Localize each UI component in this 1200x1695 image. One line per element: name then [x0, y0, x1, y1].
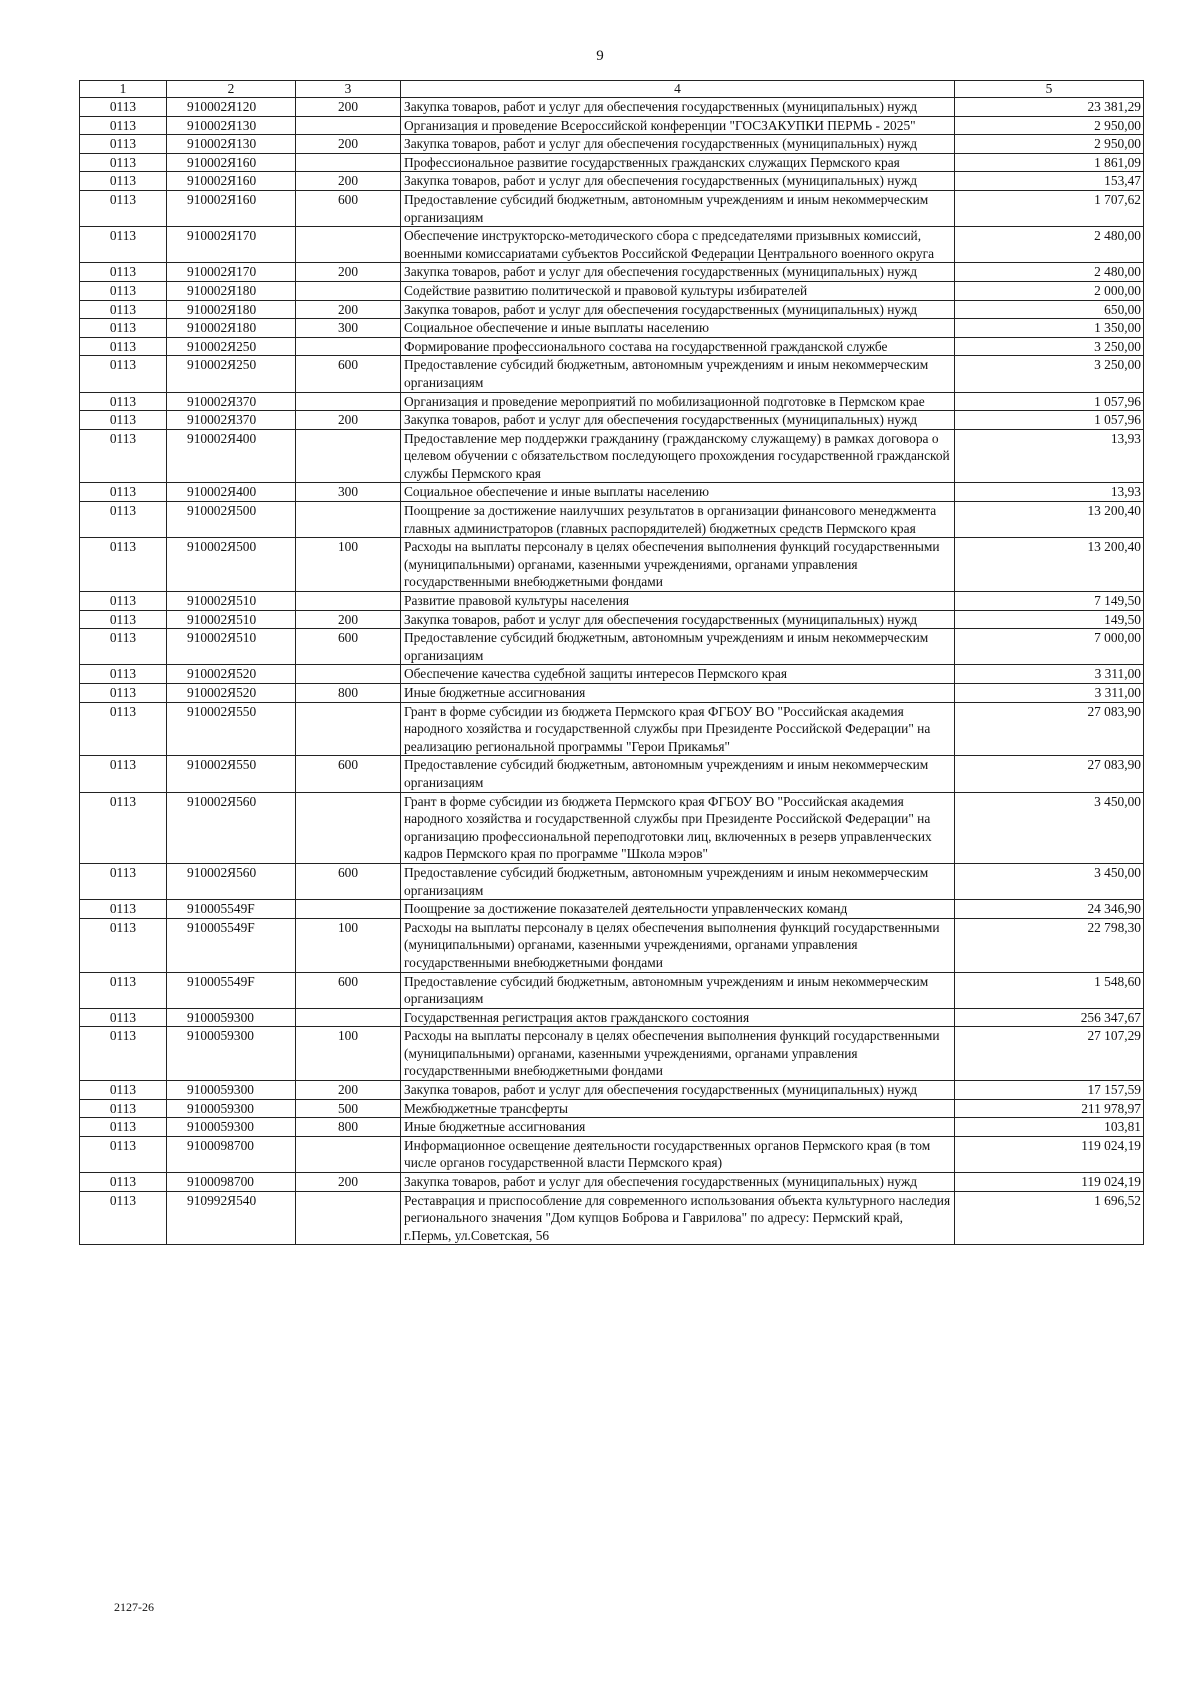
- expense-type-cell: [296, 665, 401, 684]
- csr-code-cell: 910002Я500: [167, 538, 296, 592]
- table-row: [80, 135, 1144, 154]
- amount-cell: 119 024,19: [955, 1136, 1144, 1172]
- section-cell: 0113: [80, 300, 167, 319]
- item-name-cell: Закупка товаров, работ и услуг для обеспечения государственных (муниципальных) нужд: [401, 98, 955, 117]
- csr-code-cell: 910002Я250: [167, 337, 296, 356]
- csr-code-cell: 910002Я500: [167, 502, 296, 538]
- csr-code-cell: 910002Я520: [167, 665, 296, 684]
- table-row: [80, 227, 1144, 263]
- expense-type-cell: 200: [296, 610, 401, 629]
- amount-cell: 211 978,97: [955, 1099, 1144, 1118]
- table-row: [80, 502, 1144, 538]
- amount-cell: 3 311,00: [955, 684, 1144, 703]
- budget-table: [79, 80, 1144, 1245]
- csr-code-cell: 9100059300: [167, 1027, 296, 1081]
- item-name-cell: Закупка товаров, работ и услуг для обеспечения государственных (муниципальных) нужд: [401, 1173, 955, 1192]
- table-row: [80, 411, 1144, 430]
- item-name-cell: Предоставление субсидий бюджетным, автономным учреждениям и иным некоммерческим организациям: [401, 972, 955, 1008]
- csr-code-cell: 910992Я540: [167, 1191, 296, 1245]
- amount-cell: 1 057,96: [955, 411, 1144, 430]
- section-cell: 0113: [80, 1008, 167, 1027]
- csr-code-cell: 9100059300: [167, 1008, 296, 1027]
- section-cell: 0113: [80, 592, 167, 611]
- expense-type-cell: [296, 281, 401, 300]
- section-cell: 0113: [80, 665, 167, 684]
- item-name-cell: Реставрация и приспособление для современного использования объекта культурного наследия регионального значения "Дом купцов Боброва и Гаврилова" по адресу: Пермский край, г.Пермь, ул.Советская, 56: [401, 1191, 955, 1245]
- expense-type-cell: 200: [296, 1081, 401, 1100]
- table-row: [80, 483, 1144, 502]
- expense-type-cell: 200: [296, 135, 401, 154]
- expense-type-cell: [296, 592, 401, 611]
- amount-cell: 1 861,09: [955, 153, 1144, 172]
- table-row: [80, 1081, 1144, 1100]
- item-name-cell: Расходы на выплаты персоналу в целях обеспечения выполнения функций государственными (муниципальными) органами, казенными учреждениями, органами управления государственными внебюджетными фондами: [401, 918, 955, 972]
- item-name-cell: Организация и проведение Всероссийской конференции "ГОСЗАКУПКИ ПЕРМЬ - 2025": [401, 116, 955, 135]
- amount-cell: 650,00: [955, 300, 1144, 319]
- amount-cell: 2 480,00: [955, 227, 1144, 263]
- amount-cell: 1 350,00: [955, 319, 1144, 338]
- table-row: [80, 918, 1144, 972]
- table-row: [80, 863, 1144, 899]
- expense-type-cell: 200: [296, 172, 401, 191]
- table-row: [80, 172, 1144, 191]
- expense-type-cell: 800: [296, 684, 401, 703]
- section-cell: 0113: [80, 918, 167, 972]
- expense-type-cell: 100: [296, 1027, 401, 1081]
- expense-type-cell: 600: [296, 629, 401, 665]
- section-cell: 0113: [80, 1081, 167, 1100]
- table-row: [80, 263, 1144, 282]
- amount-cell: 256 347,67: [955, 1008, 1144, 1027]
- table-row: [80, 281, 1144, 300]
- item-name-cell: Предоставление мер поддержки гражданину (гражданскому служащему) в рамках договора о целевом обучении с обязательством последующего прохождения государственной гражданской службы Пермского края: [401, 429, 955, 483]
- section-cell: 0113: [80, 900, 167, 919]
- amount-cell: 13 200,40: [955, 502, 1144, 538]
- header-col-5: 5: [955, 81, 1144, 98]
- section-cell: 0113: [80, 684, 167, 703]
- header-col-4: 4: [401, 81, 955, 98]
- page-number: 9: [596, 48, 604, 64]
- item-name-cell: Обеспечение качества судебной защиты интересов Пермского края: [401, 665, 955, 684]
- csr-code-cell: 910002Я130: [167, 135, 296, 154]
- csr-code-cell: 910002Я180: [167, 300, 296, 319]
- header-col-1: 1: [80, 81, 167, 98]
- item-name-cell: Грант в форме субсидии из бюджета Пермского края ФГБОУ ВО "Российская академия народного хозяйства и государственной службы при Президенте Российской Федерации" на организацию профессиональной переподготовки лиц, включенных в резерв управленческих кадров Пермского края по программе "Школа мэров": [401, 792, 955, 863]
- section-cell: 0113: [80, 319, 167, 338]
- csr-code-cell: 910002Я170: [167, 227, 296, 263]
- expense-type-cell: [296, 702, 401, 756]
- table-row: [80, 610, 1144, 629]
- amount-cell: 24 346,90: [955, 900, 1144, 919]
- csr-code-cell: 910002Я180: [167, 281, 296, 300]
- amount-cell: 3 450,00: [955, 863, 1144, 899]
- csr-code-cell: 910002Я400: [167, 429, 296, 483]
- item-name-cell: Поощрение за достижение показателей деятельности управленческих команд: [401, 900, 955, 919]
- csr-code-cell: 9100059300: [167, 1099, 296, 1118]
- section-cell: 0113: [80, 792, 167, 863]
- section-cell: 0113: [80, 281, 167, 300]
- table-row: [80, 153, 1144, 172]
- csr-code-cell: 910002Я520: [167, 684, 296, 703]
- amount-cell: 2 480,00: [955, 263, 1144, 282]
- item-name-cell: Государственная регистрация актов гражданского состояния: [401, 1008, 955, 1027]
- expense-type-cell: [296, 392, 401, 411]
- csr-code-cell: 910005549F: [167, 918, 296, 972]
- item-name-cell: Предоставление субсидий бюджетным, автономным учреждениям и иным некоммерческим организациям: [401, 190, 955, 226]
- csr-code-cell: 910002Я550: [167, 702, 296, 756]
- csr-code-cell: 9100098700: [167, 1136, 296, 1172]
- header-col-3: 3: [296, 81, 401, 98]
- section-cell: 0113: [80, 429, 167, 483]
- item-name-cell: Закупка товаров, работ и услуг для обеспечения государственных (муниципальных) нужд: [401, 411, 955, 430]
- expense-type-cell: 200: [296, 98, 401, 117]
- table-row: [80, 1027, 1144, 1081]
- section-cell: 0113: [80, 392, 167, 411]
- table-row: [80, 1191, 1144, 1245]
- table-row: [80, 1173, 1144, 1192]
- item-name-cell: Расходы на выплаты персоналу в целях обеспечения выполнения функций государственными (муниципальными) органами, казенными учреждениями, органами управления государственными внебюджетными фондами: [401, 1027, 955, 1081]
- expense-type-cell: [296, 153, 401, 172]
- amount-cell: 27 083,90: [955, 702, 1144, 756]
- table-row: [80, 592, 1144, 611]
- amount-cell: 27 083,90: [955, 756, 1144, 792]
- section-cell: 0113: [80, 153, 167, 172]
- csr-code-cell: 910002Я560: [167, 863, 296, 899]
- section-cell: 0113: [80, 337, 167, 356]
- expense-type-cell: 600: [296, 356, 401, 392]
- amount-cell: 3 250,00: [955, 356, 1144, 392]
- table-row: [80, 356, 1144, 392]
- table-row: [80, 756, 1144, 792]
- footer-code: 2127-26: [114, 1600, 154, 1614]
- expense-type-cell: [296, 502, 401, 538]
- item-name-cell: Информационное освещение деятельности государственных органов Пермского края (в том числе органов государственной власти Пермского края): [401, 1136, 955, 1172]
- amount-cell: 2 000,00: [955, 281, 1144, 300]
- section-cell: 0113: [80, 1136, 167, 1172]
- section-cell: 0113: [80, 172, 167, 191]
- table-row: [80, 972, 1144, 1008]
- expense-type-cell: [296, 1136, 401, 1172]
- section-cell: 0113: [80, 1027, 167, 1081]
- section-cell: 0113: [80, 502, 167, 538]
- amount-cell: 2 950,00: [955, 135, 1144, 154]
- expense-type-cell: [296, 227, 401, 263]
- csr-code-cell: 910002Я510: [167, 610, 296, 629]
- item-name-cell: Социальное обеспечение и иные выплаты населению: [401, 319, 955, 338]
- csr-code-cell: 910002Я400: [167, 483, 296, 502]
- section-cell: 0113: [80, 538, 167, 592]
- item-name-cell: Закупка товаров, работ и услуг для обеспечения государственных (муниципальных) нужд: [401, 135, 955, 154]
- expense-type-cell: [296, 900, 401, 919]
- csr-code-cell: 910002Я180: [167, 319, 296, 338]
- item-name-cell: Предоставление субсидий бюджетным, автономным учреждениям и иным некоммерческим организациям: [401, 863, 955, 899]
- table-row: [80, 702, 1144, 756]
- item-name-cell: Закупка товаров, работ и услуг для обеспечения государственных (муниципальных) нужд: [401, 610, 955, 629]
- item-name-cell: Предоставление субсидий бюджетным, автономным учреждениям и иным некоммерческим организациям: [401, 756, 955, 792]
- table-row: [80, 319, 1144, 338]
- section-cell: 0113: [80, 702, 167, 756]
- expense-type-cell: 600: [296, 972, 401, 1008]
- expense-type-cell: 600: [296, 863, 401, 899]
- amount-cell: 13,93: [955, 483, 1144, 502]
- item-name-cell: Поощрение за достижение наилучших результатов в организации финансового менеджмента главных администраторов (главных распорядителей) бюджетных средств Пермского края: [401, 502, 955, 538]
- item-name-cell: Обеспечение инструкторско-методического сбора с председателями призывных комиссий, военными комиссариатами субъектов Российской Федерации Центрального военного округа: [401, 227, 955, 263]
- item-name-cell: Межбюджетные трансферты: [401, 1099, 955, 1118]
- table-row: [80, 1008, 1144, 1027]
- section-cell: 0113: [80, 1099, 167, 1118]
- csr-code-cell: 910002Я250: [167, 356, 296, 392]
- section-cell: 0113: [80, 116, 167, 135]
- amount-cell: 7 149,50: [955, 592, 1144, 611]
- expense-type-cell: 200: [296, 1173, 401, 1192]
- amount-cell: 149,50: [955, 610, 1144, 629]
- amount-cell: 13,93: [955, 429, 1144, 483]
- amount-cell: 103,81: [955, 1118, 1144, 1137]
- item-name-cell: Предоставление субсидий бюджетным, автономным учреждениям и иным некоммерческим организациям: [401, 356, 955, 392]
- section-cell: 0113: [80, 1173, 167, 1192]
- section-cell: 0113: [80, 610, 167, 629]
- expense-type-cell: 100: [296, 918, 401, 972]
- section-cell: 0113: [80, 135, 167, 154]
- expense-type-cell: 600: [296, 756, 401, 792]
- amount-cell: 3 250,00: [955, 337, 1144, 356]
- table-row: [80, 392, 1144, 411]
- item-name-cell: Иные бюджетные ассигнования: [401, 684, 955, 703]
- expense-type-cell: 600: [296, 190, 401, 226]
- amount-cell: 1 696,52: [955, 1191, 1144, 1245]
- expense-type-cell: 200: [296, 411, 401, 430]
- expense-type-cell: 100: [296, 538, 401, 592]
- expense-type-cell: 300: [296, 483, 401, 502]
- table-row: [80, 300, 1144, 319]
- amount-cell: 17 157,59: [955, 1081, 1144, 1100]
- table-row: [80, 538, 1144, 592]
- section-cell: 0113: [80, 227, 167, 263]
- csr-code-cell: 910002Я120: [167, 98, 296, 117]
- section-cell: 0113: [80, 356, 167, 392]
- section-cell: 0113: [80, 411, 167, 430]
- section-cell: 0113: [80, 483, 167, 502]
- expense-type-cell: 500: [296, 1099, 401, 1118]
- expense-type-cell: [296, 1008, 401, 1027]
- table-row: [80, 116, 1144, 135]
- csr-code-cell: 910002Я130: [167, 116, 296, 135]
- amount-cell: 1 707,62: [955, 190, 1144, 226]
- section-cell: 0113: [80, 863, 167, 899]
- csr-code-cell: 9100098700: [167, 1173, 296, 1192]
- item-name-cell: Организация и проведение мероприятий по мобилизационной подготовке в Пермском крае: [401, 392, 955, 411]
- expense-type-cell: [296, 792, 401, 863]
- item-name-cell: Социальное обеспечение и иные выплаты населению: [401, 483, 955, 502]
- expense-type-cell: 300: [296, 319, 401, 338]
- item-name-cell: Профессиональное развитие государственных гражданских служащих Пермского края: [401, 153, 955, 172]
- table-row: [80, 629, 1144, 665]
- header-row: [80, 81, 1144, 98]
- table-row: [80, 792, 1144, 863]
- expense-type-cell: 200: [296, 263, 401, 282]
- item-name-cell: Закупка товаров, работ и услуг для обеспечения государственных (муниципальных) нужд: [401, 172, 955, 191]
- section-cell: 0113: [80, 263, 167, 282]
- section-cell: 0113: [80, 756, 167, 792]
- amount-cell: 22 798,30: [955, 918, 1144, 972]
- amount-cell: 23 381,29: [955, 98, 1144, 117]
- header-col-2: 2: [167, 81, 296, 98]
- csr-code-cell: 910002Я560: [167, 792, 296, 863]
- amount-cell: 13 200,40: [955, 538, 1144, 592]
- amount-cell: 1 057,96: [955, 392, 1144, 411]
- csr-code-cell: 910002Я510: [167, 629, 296, 665]
- expense-type-cell: [296, 337, 401, 356]
- amount-cell: 3 450,00: [955, 792, 1144, 863]
- section-cell: 0113: [80, 1191, 167, 1245]
- item-name-cell: Закупка товаров, работ и услуг для обеспечения государственных (муниципальных) нужд: [401, 300, 955, 319]
- item-name-cell: Предоставление субсидий бюджетным, автономным учреждениям и иным некоммерческим организациям: [401, 629, 955, 665]
- item-name-cell: Закупка товаров, работ и услуг для обеспечения государственных (муниципальных) нужд: [401, 263, 955, 282]
- csr-code-cell: 910002Я550: [167, 756, 296, 792]
- csr-code-cell: 910002Я370: [167, 411, 296, 430]
- section-cell: 0113: [80, 629, 167, 665]
- table-row: [80, 1099, 1144, 1118]
- table-row: [80, 190, 1144, 226]
- section-cell: 0113: [80, 972, 167, 1008]
- section-cell: 0113: [80, 1118, 167, 1137]
- section-cell: 0113: [80, 98, 167, 117]
- item-name-cell: Развитие правовой культуры населения: [401, 592, 955, 611]
- table-row: [80, 1136, 1144, 1172]
- table-row: [80, 900, 1144, 919]
- csr-code-cell: 910002Я160: [167, 153, 296, 172]
- table-row: [80, 337, 1144, 356]
- item-name-cell: Содействие развитию политической и правовой культуры избирателей: [401, 281, 955, 300]
- amount-cell: 7 000,00: [955, 629, 1144, 665]
- amount-cell: 27 107,29: [955, 1027, 1144, 1081]
- section-cell: 0113: [80, 190, 167, 226]
- csr-code-cell: 910002Я160: [167, 190, 296, 226]
- expense-type-cell: [296, 1191, 401, 1245]
- csr-code-cell: 9100059300: [167, 1118, 296, 1137]
- item-name-cell: Расходы на выплаты персоналу в целях обеспечения выполнения функций государственными (муниципальными) органами, казенными учреждениями, органами управления государственными внебюджетными фондами: [401, 538, 955, 592]
- item-name-cell: Грант в форме субсидии из бюджета Пермского края ФГБОУ ВО "Российская академия народного хозяйства и государственной службы при Президенте Российской Федерации" на реализацию региональной программы "Герои Прикамья": [401, 702, 955, 756]
- item-name-cell: Иные бюджетные ассигнования: [401, 1118, 955, 1137]
- table-row: [80, 98, 1144, 117]
- csr-code-cell: 910002Я160: [167, 172, 296, 191]
- amount-cell: 1 548,60: [955, 972, 1144, 1008]
- expense-type-cell: [296, 116, 401, 135]
- amount-cell: 2 950,00: [955, 116, 1144, 135]
- csr-code-cell: 910005549F: [167, 900, 296, 919]
- expense-type-cell: 200: [296, 300, 401, 319]
- csr-code-cell: 910002Я170: [167, 263, 296, 282]
- table-row: [80, 429, 1144, 483]
- csr-code-cell: 910005549F: [167, 972, 296, 1008]
- item-name-cell: Формирование профессионального состава на государственной гражданской службе: [401, 337, 955, 356]
- table-row: [80, 684, 1144, 703]
- item-name-cell: Закупка товаров, работ и услуг для обеспечения государственных (муниципальных) нужд: [401, 1081, 955, 1100]
- amount-cell: 153,47: [955, 172, 1144, 191]
- amount-cell: 3 311,00: [955, 665, 1144, 684]
- table-row: [80, 665, 1144, 684]
- expense-type-cell: 800: [296, 1118, 401, 1137]
- table-row: [80, 1118, 1144, 1137]
- csr-code-cell: 910002Я510: [167, 592, 296, 611]
- amount-cell: 119 024,19: [955, 1173, 1144, 1192]
- csr-code-cell: 9100059300: [167, 1081, 296, 1100]
- table-body: [80, 98, 1144, 1245]
- csr-code-cell: 910002Я370: [167, 392, 296, 411]
- expense-type-cell: [296, 429, 401, 483]
